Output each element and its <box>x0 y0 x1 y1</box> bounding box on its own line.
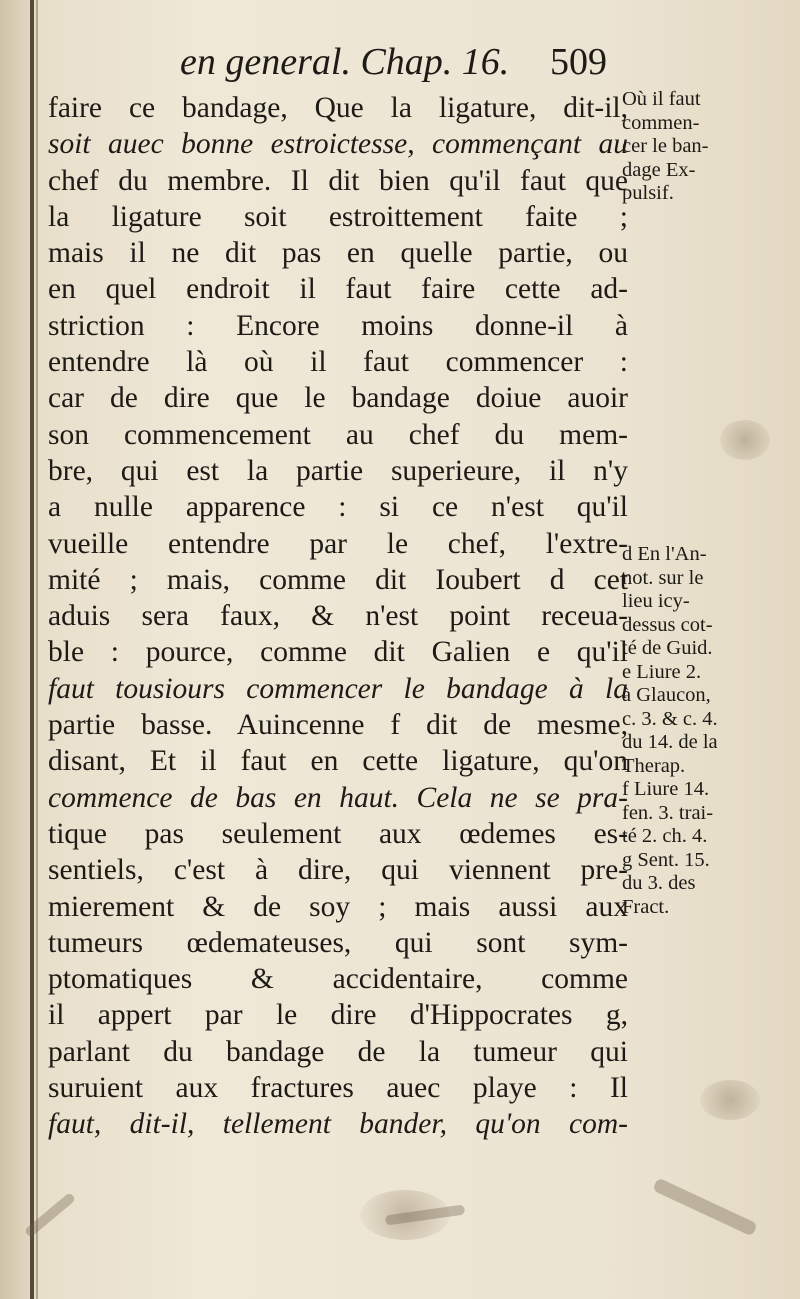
text-line: commence de bas en haut. Cela ne se pra- <box>48 781 628 814</box>
margin-line: du 14. de la <box>622 731 718 753</box>
text-line: faut, dit-il, tellement bander, qu'on com- <box>48 1108 628 1141</box>
paper-stain <box>720 420 770 460</box>
page-gutter-edge <box>30 0 34 1299</box>
text-line: faire ce bandage, Que la ligature, dit-il, <box>48 92 628 124</box>
text-line: mité ; mais, comme dit Ioubert d cet <box>48 563 628 596</box>
text-line: il appert par le dire d'Hippocrates g, <box>48 999 628 1032</box>
text-line: ptomatiques & accidentaire, comme <box>48 963 628 996</box>
margin-line: té 2. ch. 4. <box>622 825 708 847</box>
margin-line: d En l'An- <box>622 543 707 565</box>
text-line: son commencement au chef du mem- <box>48 418 628 451</box>
text-line: aduis sera faux, & n'est point receua- <box>48 600 628 633</box>
text-line: mais il ne dit pas en quelle partie, ou <box>48 237 628 270</box>
main-text-column <box>48 90 628 1143</box>
margin-line: lieu icy- <box>622 590 690 612</box>
margin-line: c. 3. & c. 4. <box>622 707 718 730</box>
paper-stain <box>700 1080 760 1120</box>
margin-line: pulsif. <box>622 182 674 204</box>
margin-line: cer le ban- <box>622 135 709 157</box>
text-line: soit auec bonne estroictesse, commençant au <box>48 128 628 161</box>
text-line: vueille entendre par le chef, l'extre- <box>48 527 628 560</box>
page-number: 509 <box>550 41 607 83</box>
text-line: parlant du bandage de la tumeur qui <box>48 1035 628 1068</box>
text-line: faut tousiours commencer le bandage à la <box>48 672 628 705</box>
margin-line: dage Ex- <box>622 158 696 181</box>
text-line: la ligature soit estroittement faite ; <box>48 200 628 233</box>
margin-note-expulsive-bandage <box>622 88 794 206</box>
text-line: tumeurs œdemateuses, qui sont sym- <box>48 926 628 959</box>
text-line: suruient aux fractures auec playe : Il <box>48 1072 628 1105</box>
page-header <box>180 40 630 90</box>
text-line: sentiels, c'est à dire, qui viennent pre- <box>48 854 628 887</box>
page-gutter-shadow <box>36 0 38 1299</box>
margin-line: Fract. <box>622 895 670 918</box>
text-line: ble : pource, comme dit Galien e qu'il <box>48 636 628 669</box>
text-line: entendre là où il faut commencer : <box>48 346 628 379</box>
paper-stain <box>652 1177 758 1236</box>
margin-line: dessus cot- <box>622 613 713 636</box>
margin-citations <box>622 543 794 919</box>
margin-line: fen. 3. trai- <box>622 801 714 824</box>
margin-line: à Glaucon, <box>622 684 711 706</box>
text-line: partie basse. Auincenne f dit de mesme, <box>48 709 628 742</box>
text-line: a nulle apparence : si ce n'est qu'il <box>48 491 628 524</box>
text-line: chef du membre. Il dit bien qu'il faut que <box>48 164 628 197</box>
running-title: en general. Chap. 16. <box>180 41 510 83</box>
margin-line: Où il faut <box>622 88 701 110</box>
margin-line: commen- <box>622 111 700 134</box>
text-line: en quel endroit il faut faire cette ad- <box>48 273 628 306</box>
text-line: striction : Encore moins donne-il à <box>48 309 628 342</box>
text-line: bre, qui est la partie superieure, il n'y <box>48 454 628 487</box>
margin-line: g Sent. 15. <box>622 848 710 871</box>
text-line: car de dire que le bandage doiue auoir <box>48 382 628 415</box>
text-line: mierement & de soy ; mais aussi aux <box>48 890 628 923</box>
margin-line: Therap. <box>622 754 686 777</box>
text-line: tique pas seulement aux œdemes es- <box>48 817 628 850</box>
margin-line: f Liure 14. <box>622 778 710 800</box>
text-line: disant, Et il faut en cette ligature, qu'on <box>48 745 628 778</box>
margin-line: e Liure 2. <box>622 660 702 683</box>
margin-line: du 3. des <box>622 872 696 894</box>
margin-line: not. sur le <box>622 566 704 589</box>
margin-line: té de Guid. <box>622 637 713 659</box>
